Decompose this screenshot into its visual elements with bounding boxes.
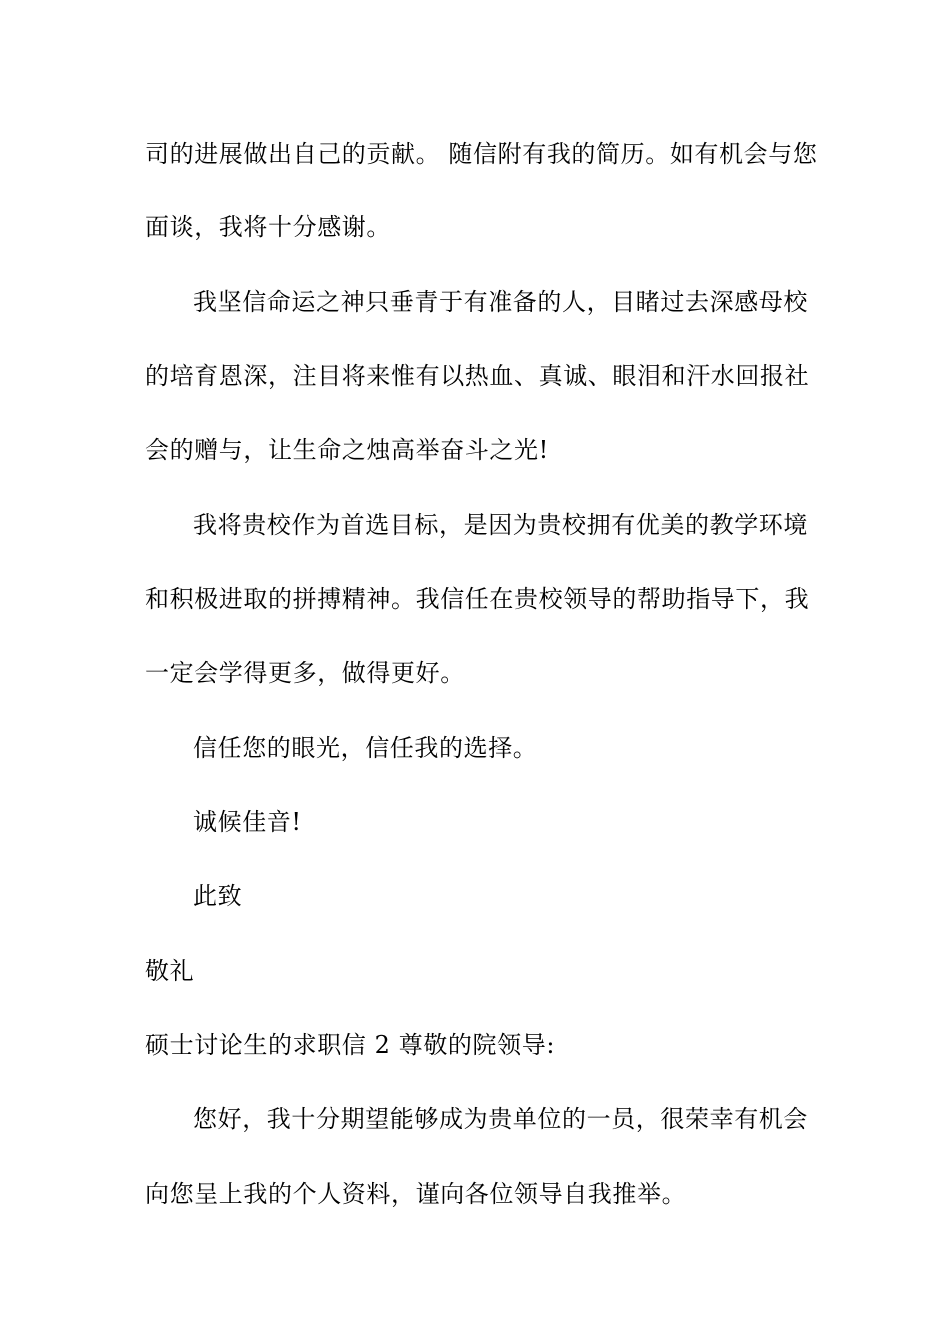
text-line: 会的赠与，让生命之烛高举奋斗之光! <box>145 436 549 464</box>
text-line: 面谈，我将十分感谢。 <box>145 213 391 241</box>
text-line: 和积极进取的拼搏精神。我信任在贵校领导的帮助指导下，我 <box>145 585 810 613</box>
closing-line: 诚候佳音! <box>193 808 302 836</box>
paragraph-start-line: 您好，我十分期望能够成为贵单位的一员，很荣幸有机会 <box>193 1105 808 1133</box>
salutation-line: 此致 <box>193 882 243 910</box>
text-line: 向您呈上我的个人资料，谨向各位领导自我推举。 <box>145 1180 687 1208</box>
salutation-line: 敬礼 <box>145 957 195 985</box>
paragraph-start-line: 我将贵校作为首选目标，是因为贵校拥有优美的教学环境 <box>193 511 808 539</box>
paragraph-start-line: 我坚信命运之神只垂青于有准备的人，目睹过去深感母校 <box>193 288 808 316</box>
letter-heading-line: 硕士讨论生的求职信 2 尊敬的院领导: <box>145 1031 556 1059</box>
paragraph-start-line: 信任您的眼光，信任我的选择。 <box>193 734 538 762</box>
text-line: 一定会学得更多，做得更好。 <box>145 659 465 687</box>
text-line: 司的进展做出自己的贡献。 随信附有我的简历。如有机会与您 <box>145 140 818 168</box>
text-line: 的培育恩深，注目将来惟有以热血、真诚、眼泪和汗水回报社 <box>145 362 810 390</box>
